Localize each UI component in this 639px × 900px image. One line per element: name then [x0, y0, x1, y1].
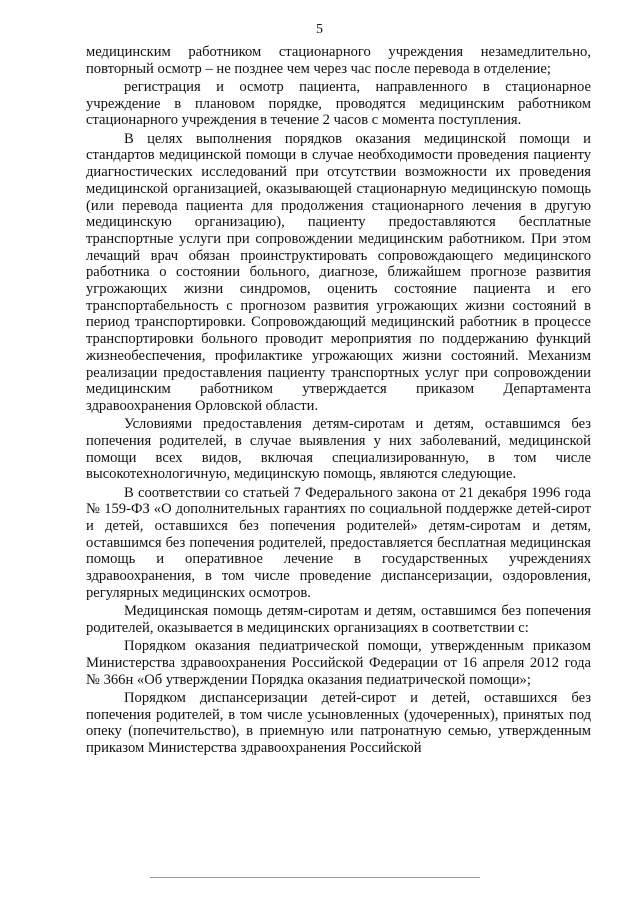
paragraph: Условиями предоставления детям-сиротам и детям, оставшимся без попечения родителей, в случае выявления у них заболеваний, медицинской помощи всех видов, включая специализированную, в том числе высокотехнологичную, медицинскую помощь, являются следующие. [86, 416, 591, 483]
paragraph: регистрация и осмотр пациента, направленного в стационарное учреждение в плановом порядке, проводятся медицинским работником стационарного учреждения в течение 2 часов с момента поступления. [86, 79, 591, 129]
footer-rule [150, 877, 480, 878]
paragraph: Медицинская помощь детям-сиротам и детям, оставшимся без попечения родителей, оказывается в медицинских организациях в соответствии с: [86, 603, 591, 636]
page-number: 5 [316, 22, 323, 37]
paragraph: медицинским работником стационарного учреждения незамедлительно, повторный осмотр – не позднее чем через час после перевода в отделение; [86, 44, 591, 77]
paragraph: В целях выполнения порядков оказания медицинской помощи и стандартов медицинской помощи в случае необходимости проведения пациенту диагностических исследований при отсутствии возможности их проведения медицинской организацией, оказывающей стационарную медицинскую помощь (или перевода пациента для продолжения стационарного лечения в другую медицинскую организацию), пациенту предоставляются бесплатные транспортные услуги при сопровождении медицинским работником. При этом лечащий врач обязан проинструктировать сопровождающего медицинского работника о состоянии больного, диагнозе, ближайшем прогнозе развития угрожающих жизни синдромов, оценить состояние пациента и его транспортабельность с прогнозом развития угрожающих жизни состояний в период транспортировки. Сопровождающий медицинский работник в процессе транспортировки больного проводит мероприятия по поддержанию функций жизнеобеспечения, профилактике угрожающих жизни состояний. Механизм реализации предоставления пациенту транспортных услуг при сопровождении медицинским работником утверждается приказом Департамента здравоохранения Орловской области. [86, 130, 591, 414]
document-body [86, 44, 591, 758]
paragraph: Порядком диспансеризации детей-сирот и детей, оставшихся без попечения родителей, в том числе усыновленных (удочеренных), принятых под опеку (попечительство), в приемную или патронатную семью, утвержденным приказом Министерства здравоохранения Российской [86, 689, 591, 756]
paragraph: В соответствии со статьей 7 Федерального закона от 21 декабря 1996 года № 159-ФЗ «О дополнительных гарантиях по социальной поддержке детей-сирот и детей, оставшихся без попечения родителей» детям-сиротам и детям, оставшимся без попечения родителей, предоставляется бесплатная медицинская помощь и оперативное лечение в государственных учреждениях здравоохранения, в том числе проведение диспансеризации, оздоровления, регулярных медицинских осмотров. [86, 484, 591, 601]
paragraph: Порядком оказания педиатрической помощи, утвержденным приказом Министерства здравоохранения Российской Федерации от 16 апреля 2012 года № 366н «Об утверждении Порядка оказания педиатрической помощи»; [86, 638, 591, 688]
